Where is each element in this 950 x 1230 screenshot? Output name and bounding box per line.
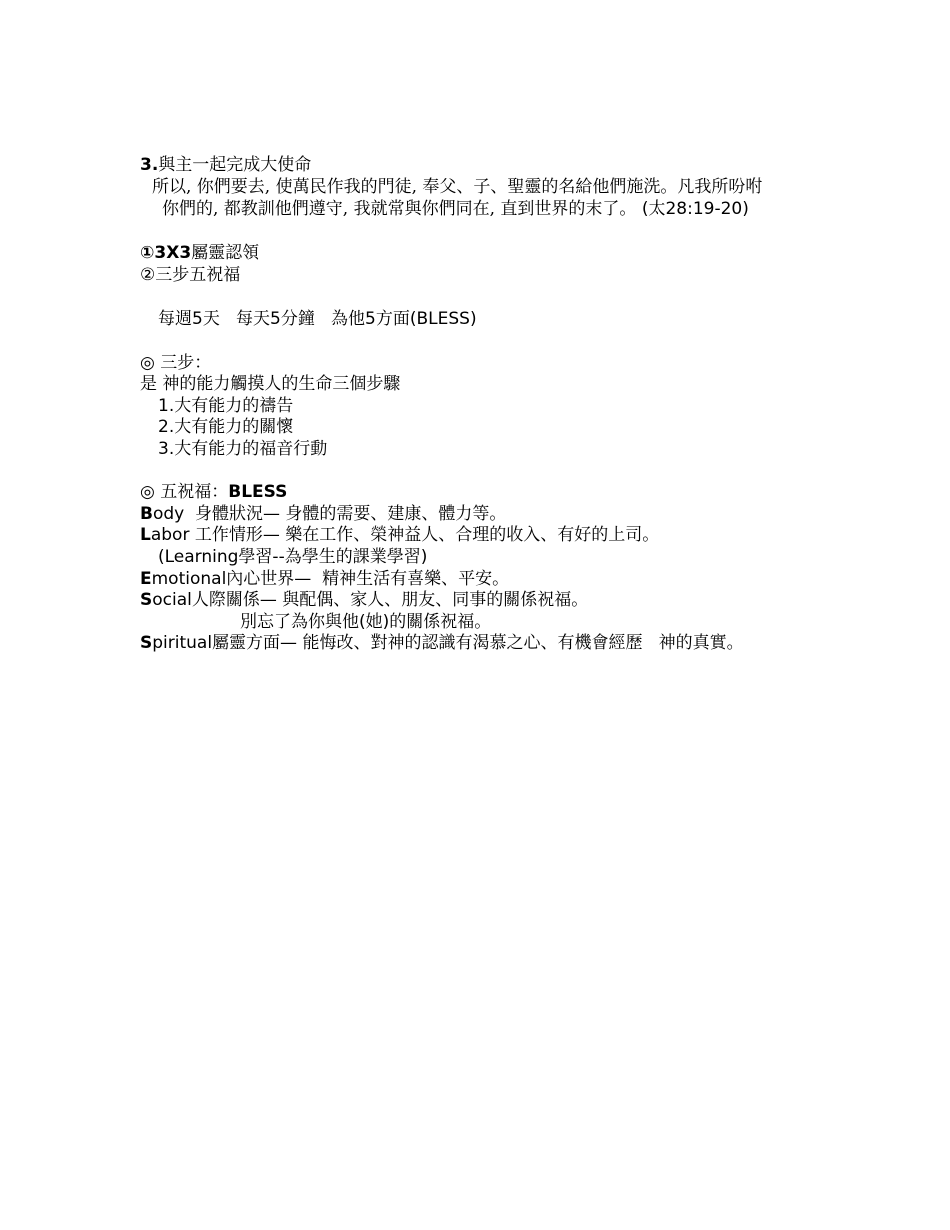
step-item: 1.大有能力的禱告 [158, 396, 294, 416]
blessing-social-note: 別忘了為你與他(她)的關係祝福。 [240, 612, 492, 632]
item-1: ①3X3屬靈認領 [140, 243, 260, 263]
blessing-body: Body 身體狀況— 身體的需要、建康、體力等。 [140, 504, 507, 524]
item-2: ②三步五祝福 [140, 265, 241, 285]
blessing-spiritual: Spiritual屬靈方面— 能悔改、對神的認識有渴慕之心、有機會經歷 神的真實。 [140, 633, 744, 653]
section-title: 與主一起完成大使命 [158, 155, 312, 175]
section-number: 3. [140, 155, 159, 175]
blessing-emotional: Emotional內心世界— 精神生活有喜樂、平安。 [140, 569, 510, 589]
five-blessings-title: ◎ 五祝福：BLESS [140, 482, 288, 502]
blessing-learning-note: (Learning學習--為學生的課業學習) [158, 547, 428, 567]
three-steps-description: 是 神的能力觸摸人的生命三個步驟 [140, 374, 401, 394]
verse-line-1: 所以, 你們要去, 使萬民作我的門徒, 奉父、子、聖靈的名給他們施洗。凡我所吩咐 [152, 177, 763, 197]
blessing-labor: Labor 工作情形— 樂在工作、榮神益人、合理的收入、有好的上司。 [140, 525, 660, 545]
section-heading [140, 155, 311, 176]
verse-reference: (太28:19-20) [641, 199, 749, 219]
step-item: 2.大有能力的關懷 [158, 417, 294, 437]
step-item: 3.大有能力的福音行動 [158, 439, 328, 459]
three-steps-title: ◎ 三步： [140, 353, 212, 373]
blessing-social: Social人際關係— 與配偶、家人、朋友、同事的關係祝福。 [140, 590, 589, 610]
schedule-line: 每週5天 每天5分鐘 為他5方面(BLESS) [158, 309, 477, 329]
verse-line-2: 你們的, 都教訓他們遵守, 我就常與你們同在, 直到世界的末了。 (太28:19-20) [162, 199, 749, 219]
